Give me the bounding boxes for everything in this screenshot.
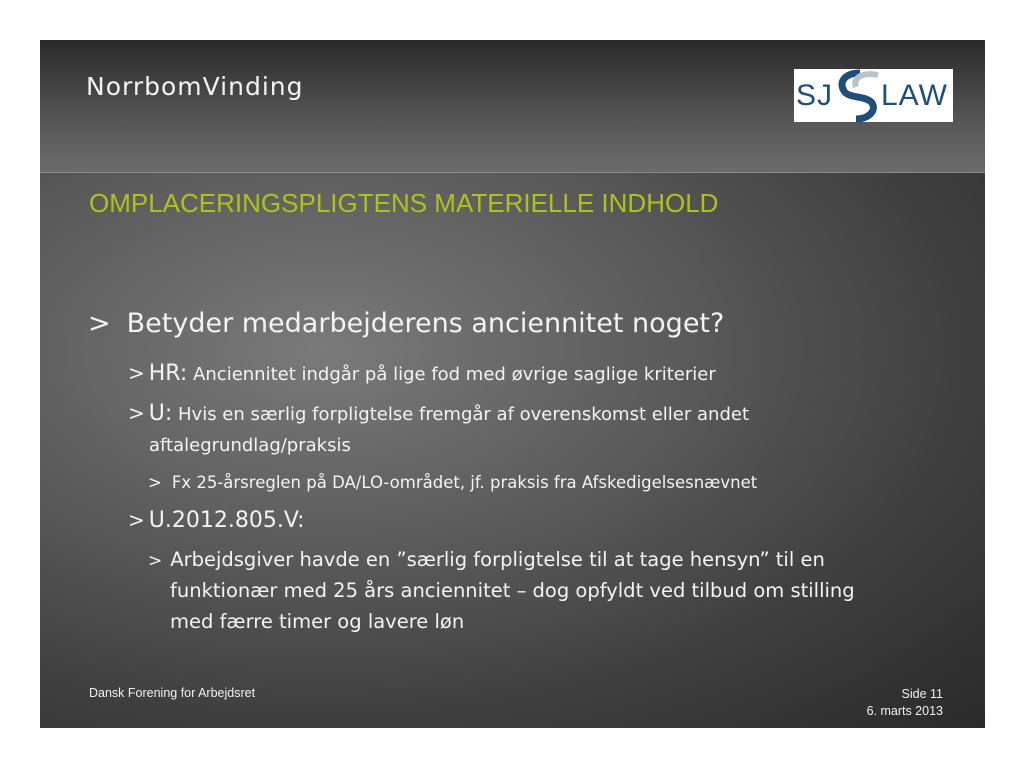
slide	[40, 40, 985, 728]
sj-logo-text: SJ	[796, 79, 834, 112]
presentation-date: 6. marts 2013	[866, 704, 943, 718]
main-bullet	[88, 308, 724, 339]
u-sub-bullet	[148, 473, 757, 492]
footer-organization: Dansk Forening for Arbejdsret	[89, 686, 256, 700]
hr-bullet	[128, 361, 716, 386]
hr-text: Anciennitet indgår på lige fod med øvrige saglige kriterier	[193, 364, 716, 385]
bullet-marker: >	[128, 508, 145, 532]
law-logo-text: LAW	[881, 79, 948, 112]
bullet-marker: >	[88, 308, 111, 339]
bullet-marker: >	[148, 473, 162, 492]
slide-title: OMPLACERINGSPLIGTENS MATERIELLE INDHOLD	[89, 188, 719, 218]
u-text: Hvis en særlig forpligtelse fremgår af overenskomst eller andet	[178, 404, 749, 425]
u-sub-text: Fx 25-årsreglen på DA/LO-området, jf. praksis fra Afskedigelsesnævnet	[171, 473, 758, 492]
case-text-line-1: Arbejdsgiver havde en ”særlig forpligtelse til at tage hensyn” til en	[170, 548, 825, 571]
case-label: U.2012.805.V:	[148, 508, 305, 533]
case-sub-bullet	[148, 548, 825, 571]
u-bullet	[128, 401, 749, 426]
case-text-line-2: funktionær med 25 års anciennitet – dog opfyldt ved tilbud om stilling	[170, 579, 855, 602]
footer-page-info	[867, 686, 943, 720]
bullet-marker: >	[128, 401, 145, 425]
hr-label: HR:	[148, 361, 188, 386]
main-question: Betyder medarbejderens anciennitet noget?	[126, 308, 725, 339]
sj-law-logo	[794, 69, 953, 122]
bullet-marker: >	[148, 551, 163, 571]
bullet-marker: >	[128, 361, 145, 385]
case-bullet	[128, 508, 305, 533]
u-label: U:	[148, 401, 173, 426]
u-text-continued: aftalegrundlag/praksis	[149, 435, 351, 456]
case-text-line-3: med færre timer og lavere løn	[170, 610, 465, 633]
norrbom-vinding-logo: NorrbomVinding	[86, 72, 304, 101]
page-number: Side 11	[901, 687, 943, 701]
